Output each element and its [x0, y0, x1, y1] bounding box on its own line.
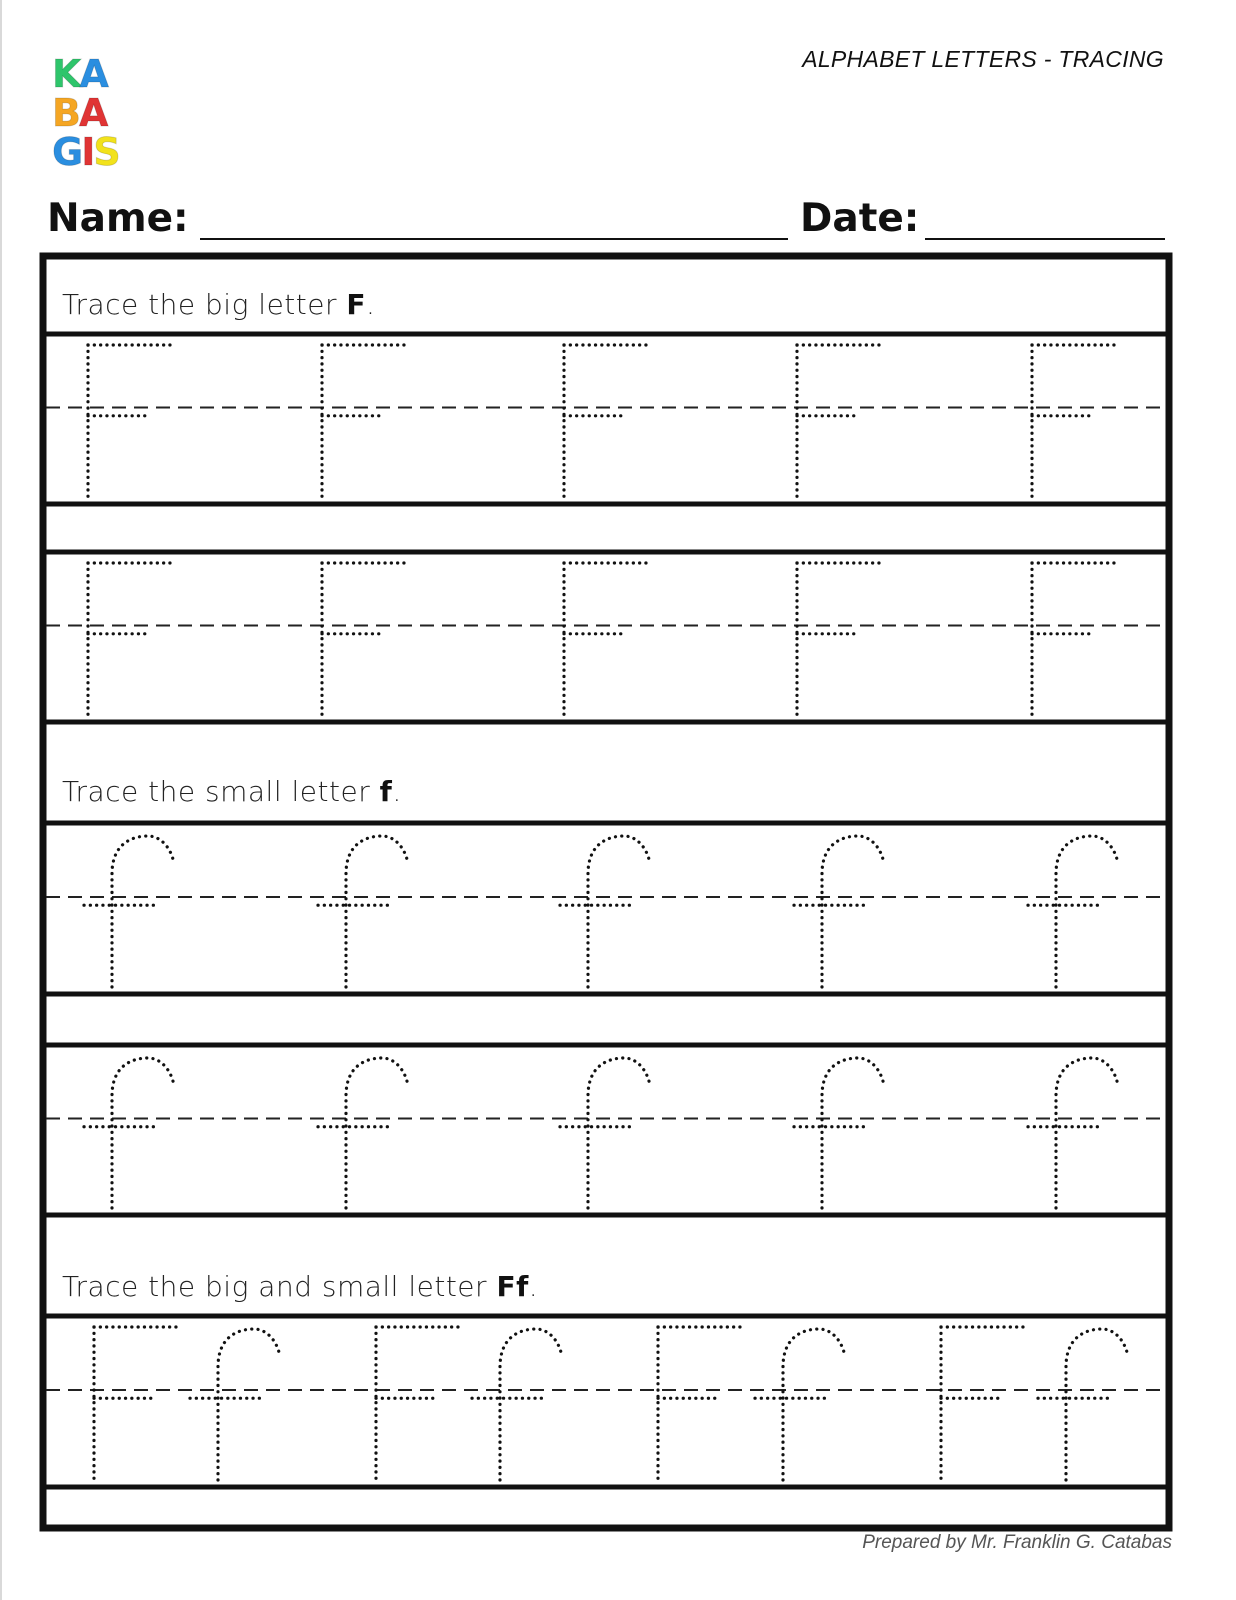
traced-big-F [88, 563, 172, 715]
tracing-row [88, 345, 1116, 497]
name-label: Name: [47, 196, 189, 241]
traced-big-F [797, 563, 881, 715]
traced-small-f [560, 1058, 650, 1208]
traced-big-F [797, 345, 881, 497]
traced-small-f [1028, 836, 1118, 987]
instruction-big-small-letter [62, 1270, 538, 1303]
traced-small-f [1028, 1058, 1118, 1208]
traced-big-F [1032, 563, 1116, 715]
traced-small-f [84, 1058, 174, 1208]
traced-big-F [564, 563, 648, 715]
traced-big-F [94, 1327, 178, 1480]
traced-big-F [88, 345, 172, 497]
footer-credit: Prepared by Mr. Franklin G. Catabas [862, 1532, 1172, 1553]
letter-stroke [822, 836, 884, 987]
traced-small-f [560, 836, 650, 987]
letter-stroke [112, 836, 174, 987]
traced-small-f [318, 1058, 408, 1208]
instruction-letter: Ff [496, 1270, 529, 1303]
logo-letter: S [93, 129, 119, 174]
letter-stroke [500, 1329, 562, 1480]
traced-small-f [84, 836, 174, 987]
letter-stroke [588, 1058, 650, 1208]
letter-stroke [1056, 836, 1118, 987]
logo-letter: K [52, 51, 80, 96]
instruction-letter: F [346, 288, 367, 321]
instruction-punct: . [366, 288, 376, 321]
outer-border [43, 256, 1169, 1528]
traced-big-F [322, 345, 406, 497]
traced-big-F [564, 345, 648, 497]
instruction-letter: f [379, 775, 393, 808]
traced-big-F [322, 563, 406, 715]
instruction-small-letter [62, 775, 402, 808]
letter-stroke [346, 1058, 408, 1208]
letter-stroke [218, 1329, 280, 1480]
traced-small-f [794, 836, 884, 987]
traced-small-f [755, 1329, 845, 1480]
traced-small-f [472, 1329, 562, 1480]
tracing-row [84, 836, 1118, 987]
traced-small-f [318, 836, 408, 987]
letter-stroke [112, 1058, 174, 1208]
instruction-text: Trace the small letter [62, 775, 380, 808]
letter-stroke [783, 1329, 845, 1480]
tracing-letters [84, 345, 1128, 1480]
letter-stroke [1056, 1058, 1118, 1208]
dashed-guides [46, 408, 1166, 1390]
traced-big-F [376, 1327, 460, 1480]
instruction-punct: . [392, 775, 402, 808]
page-title: ALPHABET LETTERS - TRACING [802, 46, 1164, 72]
traced-small-f [190, 1329, 280, 1480]
tracing-row [94, 1327, 1128, 1480]
traced-big-F [658, 1327, 742, 1480]
date-label: Date: [800, 196, 920, 241]
letter-stroke [1066, 1329, 1128, 1480]
traced-big-F [1032, 345, 1116, 497]
worksheet-frame [43, 256, 1169, 1528]
logo-letter: B [52, 90, 79, 135]
logo-letter: I [81, 129, 94, 174]
logo-letter: A [79, 51, 107, 96]
logo-letter: A [78, 90, 107, 135]
letter-stroke [588, 836, 650, 987]
traced-small-f [1038, 1329, 1128, 1480]
tracing-row [84, 1058, 1118, 1208]
instruction-punct: . [528, 1270, 539, 1303]
traced-big-F [941, 1327, 1025, 1480]
logo-letter: G [52, 129, 82, 174]
instruction-big-letter [62, 288, 375, 321]
letter-stroke [822, 1058, 884, 1208]
traced-small-f [794, 1058, 884, 1208]
instruction-text: Trace the big letter [62, 288, 347, 321]
instruction-text: Trace the big and small letter [62, 1270, 497, 1303]
tracing-row [88, 563, 1116, 715]
letter-stroke [346, 836, 408, 987]
